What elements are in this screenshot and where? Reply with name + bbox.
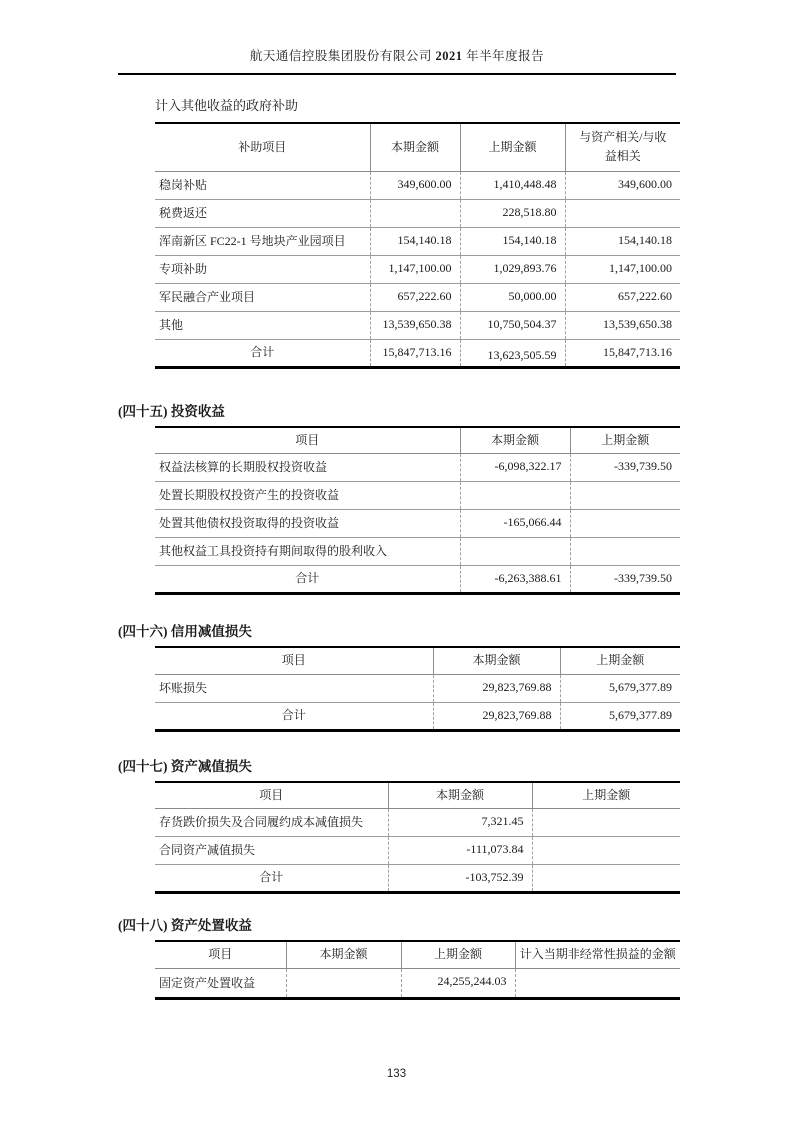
column-header: 项目 xyxy=(155,941,286,968)
asset-impairment-table xyxy=(155,781,680,895)
section-title-government-subsidy: 计入其他收益的政府补助 xyxy=(155,98,299,113)
row-label-cell: 处置其他债权投资取得的投资收益 xyxy=(155,510,460,538)
table-row xyxy=(155,227,680,255)
amount-cell xyxy=(532,809,680,837)
column-header: 本期金额 xyxy=(370,123,460,171)
row-label-cell: 权益法核算的长期股权投资收益 xyxy=(155,454,460,482)
page-content xyxy=(118,72,680,1000)
amount-cell xyxy=(532,865,680,893)
table-row xyxy=(155,674,680,702)
credit-impairment-table xyxy=(155,646,680,732)
table-header-row xyxy=(155,647,680,674)
amount-cell: 50,000.00 xyxy=(460,283,565,311)
table-row xyxy=(155,171,680,199)
amount-cell: 657,222.60 xyxy=(565,283,680,311)
column-header: 本期金额 xyxy=(286,941,401,968)
amount-cell: -103,752.39 xyxy=(388,865,532,893)
table-row xyxy=(155,837,680,865)
row-label-cell: 稳岗补贴 xyxy=(155,171,370,199)
table-row xyxy=(155,255,680,283)
amount-cell: 5,679,377.89 xyxy=(560,674,680,702)
column-header: 本期金额 xyxy=(460,427,570,454)
column-header: 本期金额 xyxy=(433,647,560,674)
table-row xyxy=(155,968,680,998)
amount-cell: 349,600.00 xyxy=(370,171,460,199)
amount-cell: 15,847,713.16 xyxy=(370,339,460,367)
amount-cell: 154,140.18 xyxy=(565,227,680,255)
column-header: 上期金额 xyxy=(570,427,680,454)
amount-cell: 1,147,100.00 xyxy=(565,255,680,283)
amount-cell: -165,066.44 xyxy=(460,510,570,538)
amount-cell: 657,222.60 xyxy=(370,283,460,311)
table-header-row xyxy=(155,427,680,454)
amount-cell: 154,140.18 xyxy=(370,227,460,255)
table-row xyxy=(155,339,680,367)
column-header: 上期金额 xyxy=(532,782,680,809)
table-row xyxy=(155,702,680,730)
column-header: 与资产相关/与收益相关 xyxy=(565,123,680,171)
section-heading-investment-income: (四十五) 投资收益 xyxy=(118,403,225,419)
row-label-cell: 处置长期股权投资产生的投资收益 xyxy=(155,482,460,510)
amount-cell xyxy=(286,968,401,998)
section-heading-asset-impairment-loss: (四十七) 资产减值损失 xyxy=(118,758,252,774)
table-row xyxy=(155,199,680,227)
table-row xyxy=(155,311,680,339)
table-row xyxy=(155,283,680,311)
row-label-cell: 其他 xyxy=(155,311,370,339)
table-header-row xyxy=(155,941,680,968)
amount-cell: 349,600.00 xyxy=(565,171,680,199)
government-subsidy-table xyxy=(155,122,680,369)
row-label-cell: 坏账损失 xyxy=(155,674,433,702)
row-label-cell: 税费返还 xyxy=(155,199,370,227)
section-heading-credit-impairment-loss: (四十六) 信用减值损失 xyxy=(118,624,252,639)
amount-cell xyxy=(370,199,460,227)
amount-cell: -111,073.84 xyxy=(388,837,532,865)
amount-cell xyxy=(565,199,680,227)
amount-cell xyxy=(515,968,680,998)
column-header: 上期金额 xyxy=(560,647,680,674)
amount-cell: -339,739.50 xyxy=(570,454,680,482)
column-header: 本期金额 xyxy=(388,782,532,809)
amount-cell: 13,539,650.38 xyxy=(565,311,680,339)
amount-cell: 13,539,650.38 xyxy=(370,311,460,339)
amount-cell xyxy=(570,482,680,510)
column-header: 上期金额 xyxy=(460,123,565,171)
row-label-cell: 合计 xyxy=(259,870,284,884)
investment-income-table xyxy=(155,426,680,596)
document-header xyxy=(118,46,676,75)
column-header: 计入当期非经常性损益的金额 xyxy=(515,941,680,968)
amount-cell xyxy=(532,837,680,865)
column-header: 补助项目 xyxy=(155,123,370,171)
table-row xyxy=(155,809,680,837)
amount-cell xyxy=(570,510,680,538)
row-label-cell: 合计 xyxy=(281,707,306,722)
amount-cell xyxy=(460,538,570,566)
section-heading-asset-disposal-income: (四十八) 资产处置收益 xyxy=(118,918,252,933)
column-header: 项目 xyxy=(155,427,460,454)
amount-cell: 1,147,100.00 xyxy=(370,255,460,283)
column-header: 项目 xyxy=(155,782,388,809)
row-label-cell: 浑南新区 FC22-1 号地块产业园项目 xyxy=(155,227,370,255)
amount-cell: 10,750,504.37 xyxy=(460,311,565,339)
amount-cell: 29,823,769.88 xyxy=(433,674,560,702)
row-label-cell: 其他权益工具投资持有期间取得的股利收入 xyxy=(155,538,460,566)
table-row xyxy=(155,454,680,482)
column-header: 项目 xyxy=(155,647,433,674)
amount-cell xyxy=(460,482,570,510)
amount-cell: 24,255,244.03 xyxy=(401,968,515,998)
row-label-cell: 存货跌价损失及合同履约成本减值损失 xyxy=(155,809,388,837)
page-number: 133 xyxy=(386,1068,407,1080)
amount-cell: 1,410,448.48 xyxy=(460,171,565,199)
amount-cell: 7,321.45 xyxy=(388,809,532,837)
amount-cell: 1,029,893.76 xyxy=(460,255,565,283)
amount-cell: 154,140.18 xyxy=(460,227,565,255)
amount-cell: -6,263,388.61 xyxy=(460,566,570,594)
table-header-row xyxy=(155,123,680,171)
row-label-cell: 军民融合产业项目 xyxy=(155,283,370,311)
table-row xyxy=(155,865,680,893)
table-row xyxy=(155,510,680,538)
amount-cell: -339,739.50 xyxy=(570,566,680,594)
amount-cell: 5,679,377.89 xyxy=(560,702,680,730)
document-title-company: 航天通信控股集团股份有限公司 xyxy=(249,49,432,63)
row-label-cell: 合计 xyxy=(250,344,275,359)
amount-cell: 29,823,769.88 xyxy=(433,702,560,730)
amount-cell: 15,847,713.16 xyxy=(565,339,680,367)
amount-cell: 228,518.80 xyxy=(460,199,565,227)
table-row xyxy=(155,538,680,566)
table-row xyxy=(155,566,680,594)
amount-cell xyxy=(570,538,680,566)
column-header: 上期金额 xyxy=(401,941,515,968)
amount-cell: 13,623,505.59 xyxy=(460,339,565,367)
row-label-cell: 固定资产处置收益 xyxy=(159,975,256,990)
row-label-cell: 合同资产减值损失 xyxy=(155,837,388,865)
row-label-cell: 合计 xyxy=(295,571,320,585)
table-row xyxy=(155,482,680,510)
document-title-year: 2021 xyxy=(435,49,463,63)
table-header-row xyxy=(155,782,680,809)
amount-cell: -6,098,322.17 xyxy=(460,454,570,482)
document-title-suffix: 年半年度报告 xyxy=(466,49,545,63)
asset-disposal-table xyxy=(155,940,680,1000)
row-label-cell: 专项补助 xyxy=(155,255,370,283)
